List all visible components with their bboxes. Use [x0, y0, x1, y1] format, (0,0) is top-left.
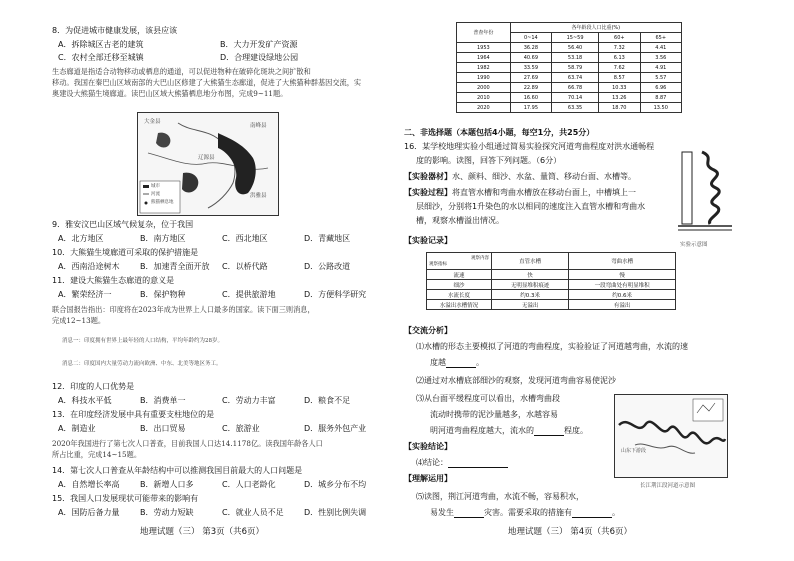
intro3-line1: 2020年我国进行了第七次人口普查，目前我国人口达14.1178亿。读我国年龄各人口: [52, 439, 323, 448]
record-tag: 【实验记录】: [404, 236, 452, 245]
diag-top-label: 观察内容: [471, 256, 489, 261]
q12-option-d: D．粮食不足: [304, 396, 351, 405]
jingjiang-river-graphic: [615, 395, 727, 477]
record-row: [427, 280, 676, 290]
record-cell: 快: [492, 270, 569, 280]
table-cell: 1990: [457, 73, 511, 83]
answer-blank[interactable]: [454, 509, 484, 518]
record-cell: 流速: [427, 270, 492, 280]
q15-option-b: B．劳动力短缺: [140, 508, 194, 517]
analysis-p2: ⑵通过对水槽底部细沙的观察，发现河道弯曲容易使泥沙: [416, 376, 616, 385]
record-table-body: [427, 270, 676, 310]
table-cell: 66.78: [552, 83, 599, 93]
q16-stem-line2: 度的影响。读图，回答下列问题。（6分）: [416, 156, 562, 165]
map2-label: 山东下游段: [621, 448, 647, 454]
intro2-line1: 联合国报告指出：印度将在2023年成为世界上人口最多的国家。读下面三则消息，: [52, 305, 315, 314]
analysis-p3-end: 程度。: [564, 426, 588, 435]
table-cell: 17.95: [510, 103, 551, 113]
table-cell: 18.70: [599, 103, 640, 113]
col-header: 15~59: [552, 33, 599, 43]
q8-option-a: A．拆除城区古老的建筑: [58, 40, 144, 49]
intro1-line1: 生态廊道是指适合动物移动或栖息的通道，可以促进物种在破碎化斑块之间扩散和: [52, 67, 311, 76]
q15-option-a: A．国防后备力量: [58, 508, 120, 517]
q14-option-c: C．人口老龄化: [222, 480, 276, 489]
legend-river: 河流: [151, 192, 160, 197]
table-cell: 63.35: [552, 103, 599, 113]
table-row: [457, 53, 682, 63]
analysis-p1-tail: 度越: [430, 358, 446, 367]
table-cell: 40.69: [510, 53, 551, 63]
q11-option-a: A．繁荣经济一: [58, 290, 112, 299]
col-header: 0~14: [510, 33, 551, 43]
record-cell: 一段弯曲处有明显堆积: [569, 280, 676, 290]
q13-option-b: B．出口贸易: [140, 424, 186, 433]
q14-stem: 14．第七次人口普查从年龄结构中可以推测我国目前最大的人口问题是: [52, 466, 303, 475]
intro1-line3: 奥建设大熊猫生境廊道。读巴山区域大熊猫栖息地分布图，完成9~11题。: [52, 89, 288, 98]
intro-census: [52, 438, 323, 460]
intro-india-population: [52, 304, 315, 326]
record-cell: 约0.3米: [492, 290, 569, 300]
materials-tag: 【实验器材】: [404, 172, 452, 181]
record-diag-cell: [427, 253, 492, 270]
q10-option-d: D．公路改道: [304, 262, 351, 271]
record-cell: 慢: [569, 270, 676, 280]
map-label-liaoyuan: 辽源县: [198, 155, 215, 161]
q12-option-c: C．劳动力丰富: [222, 396, 276, 405]
apply-line1: ⑸读图，荆江河道弯曲，水流不畅，容易积水，: [416, 492, 584, 501]
col-header: 60+: [599, 33, 640, 43]
table-row: [457, 43, 682, 53]
q10-stem: 10．大熊猫生境廊道可采取的保护措施是: [52, 248, 199, 257]
record-cell: 水溢出水槽情况: [427, 300, 492, 310]
answer-blank[interactable]: [446, 359, 476, 368]
q11-option-c: C．提供旅游地: [222, 290, 276, 299]
record-cell: 无明显堆积痕迹: [492, 280, 569, 290]
q14-option-b: B．新增人口多: [140, 480, 194, 489]
q8-stem: 8．为促进城市健康发展，该县应该: [52, 26, 178, 35]
table-cell: 1982: [457, 63, 511, 73]
news-item-2: 消息二：印度国内大量劳动力流向欧洲、中东、北美等地区务工。: [62, 361, 222, 367]
q12-stem: 12．印度的人口优势是: [52, 382, 135, 391]
q13-option-d: D．服务外包产业: [304, 424, 367, 433]
analysis-p3-line3: [430, 426, 588, 436]
record-cell: 细沙: [427, 280, 492, 290]
table-cell: 6.13: [599, 53, 640, 63]
q13-option-c: C．旅游业: [222, 424, 260, 433]
record-col-header: 直管水槽: [492, 253, 569, 270]
census-age-table: [456, 22, 682, 113]
q15-stem: 15．我国人口发展现状可能带来的影响有: [52, 494, 199, 503]
table-cell: 8.57: [599, 73, 640, 83]
table-row: [457, 93, 682, 103]
answer-blank[interactable]: [572, 509, 612, 518]
table-cell: 2020: [457, 103, 511, 113]
table-cell: 8.87: [640, 93, 681, 103]
table-cell: 4.91: [640, 63, 681, 73]
col-header: 65+: [640, 33, 681, 43]
q9-option-c: C．西北地区: [222, 234, 268, 243]
analysis-p3-line2: 流动时携带的泥沙量越多，水越容易: [430, 410, 558, 419]
diag-side-label: 观察指标: [429, 262, 447, 267]
table-row: [457, 103, 682, 113]
answer-blank[interactable]: [448, 459, 508, 468]
legend-city: 城市: [151, 184, 160, 189]
conclusion-text: ⑷结论：: [416, 458, 448, 467]
table-cell: 36.28: [510, 43, 551, 53]
record-col-header: 弯曲水槽: [569, 253, 676, 270]
record-row: [427, 290, 676, 300]
table-cell: 58.79: [552, 63, 599, 73]
q15-option-c: C．就业人员不足: [222, 508, 284, 517]
q8-option-c: C．农村全部迁移至城镇: [58, 53, 144, 62]
news-item-1: 消息一：印度拥有世界上最年轻的人口结构，平均年龄约为28岁。: [62, 338, 224, 344]
apply-text-2: 灾害。需要采取的措施有: [484, 508, 572, 517]
table-cell: 13.50: [640, 103, 681, 113]
q15-option-d: D．性别比例失调: [304, 508, 367, 517]
conclusion-tag: 【实验结论】: [404, 442, 452, 451]
answer-blank[interactable]: [534, 427, 564, 436]
table-body: [457, 43, 682, 113]
steps-tag: 【实验过程】: [404, 188, 452, 197]
record-cell: 约0.6米: [569, 290, 676, 300]
table-cell: 56.40: [552, 43, 599, 53]
q16-stem-line1: 16．某学校地理实验小组通过简易实验探究河道弯曲程度对洪水通畅程: [404, 142, 655, 151]
table-cell: 16.60: [510, 93, 551, 103]
table-cell: 2000: [457, 83, 511, 93]
table-row: [457, 63, 682, 73]
materials-line: [404, 172, 636, 182]
analysis-p1-line2: 度越 。: [430, 358, 484, 367]
analysis-tag: 【交流分析】: [404, 326, 452, 335]
table-cell: 3.56: [640, 53, 681, 63]
table-cell: 53.18: [552, 53, 599, 63]
map-label-nanfeng: 南峰县: [250, 123, 267, 129]
analysis-p3-text: 明河道弯曲程度越大，流水的: [430, 426, 534, 435]
table-corner: 普查年份: [457, 23, 511, 43]
table-cell: 1953: [457, 43, 511, 53]
q11-stem: 11．建设大熊猫生态廊道的意义是: [52, 276, 175, 285]
steps-line1: [404, 188, 636, 198]
table-cell: 13.26: [599, 93, 640, 103]
q12-option-b: B．消费单一: [140, 396, 186, 405]
water-trough-diagram: [676, 148, 736, 238]
table-row: [457, 83, 682, 93]
map2-caption: 长江荆江段河道示意图: [640, 483, 696, 489]
q13-option-a: A．制造业: [58, 424, 96, 433]
intro3-line2: 所占比重，完成14~15题。: [52, 450, 142, 459]
record-row: [427, 300, 676, 310]
record-cell: 无溢出: [492, 300, 569, 310]
table-cell: 22.89: [510, 83, 551, 93]
q9-option-d: D．青藏地区: [304, 234, 351, 243]
table-header-row: [457, 23, 682, 33]
table-row: [457, 73, 682, 83]
table-cell: 63.74: [552, 73, 599, 83]
q11-option-b: B．保护物种: [140, 290, 186, 299]
apply-tag: 【理解运用】: [404, 474, 452, 483]
q12-option-a: A．科技水平低: [58, 396, 112, 405]
section-nonchoice-title: 二、非选择题（本题包括4小题，每空1分，共25分）: [404, 128, 595, 137]
table-cell: 7.32: [599, 43, 640, 53]
table-cell: 6.96: [640, 83, 681, 93]
steps-line3: 槽，观察水槽溢出情况。: [416, 216, 504, 225]
conclusion-line: [416, 458, 508, 468]
steps-line2: 层细沙，分别将1升染色的水以相同的速度注入直管水槽和弯曲水: [416, 202, 646, 211]
intro1-line2: 移动。我国在秦巴山区域南部的大巴山区修建了大熊猫生态廊道，促进了大熊猫种群基因交流，实: [52, 78, 362, 87]
record-cell: 水流长度: [427, 290, 492, 300]
table-cell: 27.69: [510, 73, 551, 83]
q9-stem: 9．雅安汶巴山区域气候复杂，位于我国: [52, 220, 194, 229]
q8-option-d: D．合理建设绿地公园: [220, 53, 299, 62]
table-cell: 4.41: [640, 43, 681, 53]
q8-option-b: B．大力开发矿产资源: [220, 40, 298, 49]
table-group-header: 各年龄段人口比重(%): [510, 23, 681, 33]
experiment-figure: [676, 148, 736, 248]
figure-caption: 实验示意图: [680, 242, 708, 248]
table-cell: 10.33: [599, 83, 640, 93]
steps-text-1: 将直管水槽和弯曲水槽放在移动台面上，中槽填上一: [452, 188, 636, 197]
q10-option-c: C．以桥代路: [222, 262, 268, 271]
record-row: [427, 270, 676, 280]
analysis-p3-line1: ⑶从台面平缓程度可以看出，水槽弯曲段: [416, 394, 560, 403]
table-cell: 7.62: [599, 63, 640, 73]
record-cell: 有溢出: [569, 300, 676, 310]
q10-option-b: B．加速青全面开放: [140, 262, 210, 271]
map-label-hongya: 洪雅县: [250, 193, 267, 199]
experiment-record-table: [426, 252, 676, 310]
record-header-row: [427, 253, 676, 270]
intro-ecological-corridor: [52, 66, 361, 99]
apply-text-1: 易发生: [430, 508, 454, 517]
footer-right-page: 地理试题（三） 第4页（共6页）: [508, 527, 633, 537]
table-cell: 70.14: [552, 93, 599, 103]
analysis-p1-line1: ⑴水槽的形态主要模拟了河道的弯曲程度，实验验证了河道越弯曲，水流的速: [416, 342, 688, 351]
intro2-line2: 完成12~13题。: [52, 316, 106, 325]
q11-option-d: D．方便科学研究: [304, 290, 367, 299]
panda-habitat-map: [137, 112, 279, 216]
q13-stem: 13．在印度经济发展中具有重要支柱地位的是: [52, 410, 215, 419]
table-cell: 33.59: [510, 63, 551, 73]
table-cell: 5.57: [640, 73, 681, 83]
q9-option-a: A．北方地区: [58, 234, 104, 243]
table-cell: 2010: [457, 93, 511, 103]
materials-text: 水、颜料、细沙、水盆、量筒、移动台面、水槽等。: [452, 172, 636, 181]
apply-line2: 易发生 灾害。需要采取的措施有 。: [430, 508, 620, 517]
q9-option-b: B．南方地区: [140, 234, 186, 243]
q10-option-a: A．西南沿途树木: [58, 262, 120, 271]
q14-option-d: D．城乡分布不均: [304, 480, 367, 489]
jingjiang-map: [614, 394, 728, 478]
table-cell: 1964: [457, 53, 511, 63]
q14-option-a: A．自然增长率高: [58, 480, 120, 489]
map-label-dajin: 大金县: [144, 119, 161, 125]
legend-habitat: 熊猫栖息地: [151, 200, 174, 205]
footer-left-page: 地理试题（三） 第3页（共6页）: [140, 527, 265, 537]
